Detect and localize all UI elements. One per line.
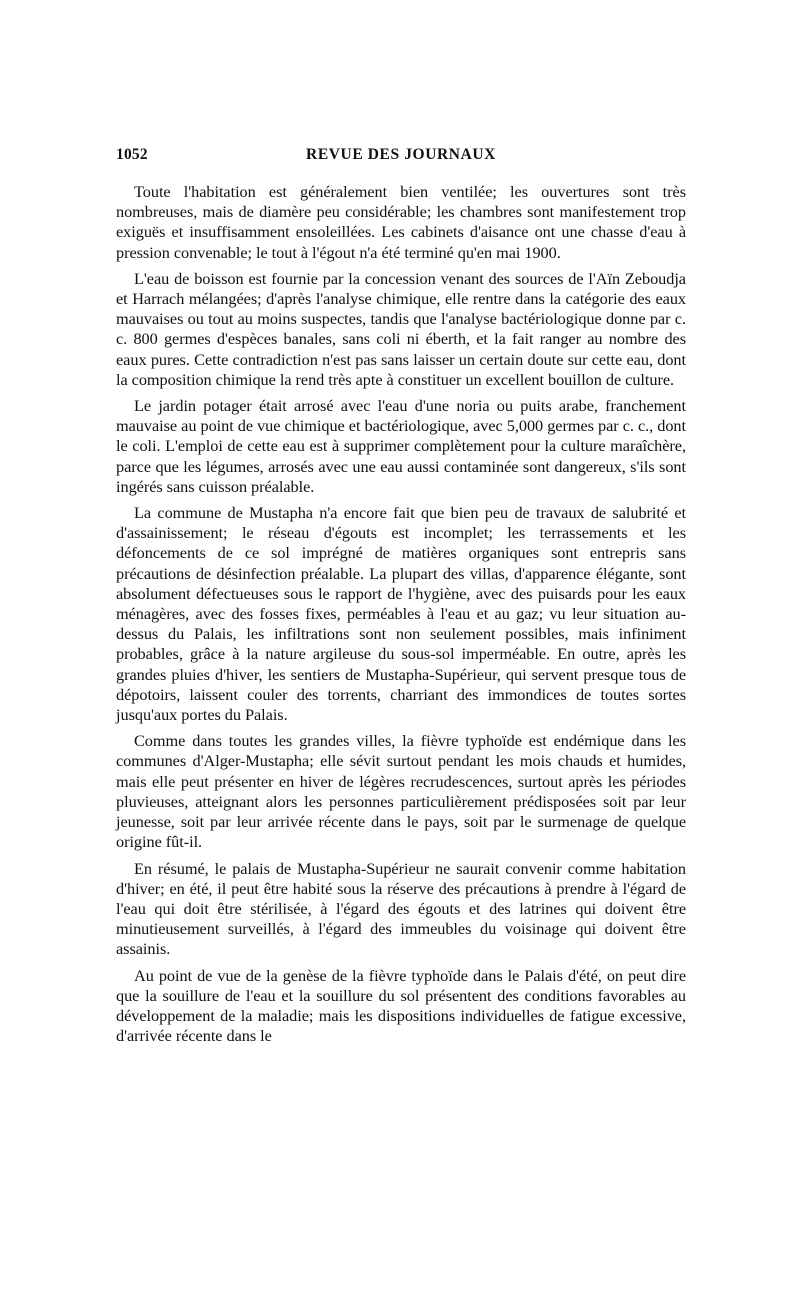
- paragraph-garden-water: Le jardin potager était arrosé avec l'eau d'une noria ou puits arabe, franchement mauvaise au point de vue chimique et bactériologique, avec 5,000 germes par c. c., dont le coli. L'emploi de cette eau est à supprimer complètement pour la culture maraîchère, parce que les légumes, arrosés avec une eau aussi contaminée sont dangereux, s'ils sont ingérés sans cuisson préalable.: [116, 396, 686, 496]
- page-header: [116, 146, 686, 170]
- paragraph-ventilation: Toute l'habitation est généralement bien ventilée; les ouvertures sont très nombreuses, mais de diamère peu considérable; les chambres sont manifestement trop exiguës et insuffisamment ensoleillées. Les cabinets d'aisance ont une chasse d'eau à pression convenable; le tout à l'égout n'a été terminé qu'en mai 1900.: [116, 182, 686, 262]
- paragraph-summary: En résumé, le palais de Mustapha-Supérieur ne saurait convenir comme habitation d'hiver; en été, il peut être habité sous la réserve des précautions à prendre à l'égard de l'eau qui doit être stérilisée, à l'égard des égouts et des latrines qui doivent être minutieusement surveillés, à l'égard des immeubles du voisinage qui doivent être assainis.: [116, 858, 686, 959]
- article-body: [116, 182, 686, 1046]
- journal-page: [116, 146, 686, 1052]
- paragraph-typhoid-endemic: Comme dans toutes les grandes villes, la fièvre typhoïde est endémique dans les communes d'Alger-Mustapha; elle sévit surtout pendant les mois chauds et humides, mais elle peut présenter en hiver de légères recrudescences, surtout après les périodes pluvieuses, atteignant alors les personnes particulièrement prédisposées soit par leur jeunesse, soit par leur arrivée récente dans le pays, soit par le surmenage de quelque origine fût-il.: [116, 731, 686, 852]
- running-title: REVUE DES JOURNAUX: [306, 146, 496, 163]
- paragraph-drinking-water: L'eau de boisson est fournie par la concession venant des sources de l'Aïn Zeboudja et Harrach mélangées; d'après l'analyse chimique, elle rentre dans la catégorie des eaux mauvaises ou tout au moins suspectes, tandis que l'analyse bactériologique donne par c. c. 800 germes d'espèces banales, sans coli ni éberth, et la fait ranger au nombre des eaux pures. Cette contradiction n'est pas sans laisser un certain doute sur cette eau, dont la composition chimique la rend très apte à constituer un excellent bouillon de culture.: [116, 268, 686, 389]
- paragraph-genesis: Au point de vue de la genèse de la fièvre typhoïde dans le Palais d'été, on peut dire que la souillure de l'eau et la souillure du sol présentent des conditions favorables au développement de la maladie; mais les dispositions individuelles de fatigue excessive, d'arrivée récente dans le: [116, 965, 686, 1046]
- page-number: 1052: [116, 146, 148, 163]
- paragraph-sanitation: La commune de Mustapha n'a encore fait que bien peu de travaux de salubrité et d'assainissement; le réseau d'égouts est incomplet; les terrassements et les défoncements de ce sol imprégné de matières organiques sont entrepris sans précautions de désinfection préalable. La plupart des villas, d'apparence élégante, sont absolument défectueuses sous le rapport de l'hygiène, avec des puisards pour les eaux ménagères, avec des fosses fixes, perméables à l'eau et au gaz; vu leur situation au-dessus du Palais, les infiltrations sont non seulement possibles, mais infiniment probables, grâce à la nature argileuse du sous-sol imperméable. En outre, après les grandes pluies d'hiver, les sentiers de Mustapha-Supérieur, qui servent presque tous de dépotoirs, laissent couler des torrents, charriant des immondices de toutes sortes jusqu'aux portes du Palais.: [116, 503, 686, 725]
